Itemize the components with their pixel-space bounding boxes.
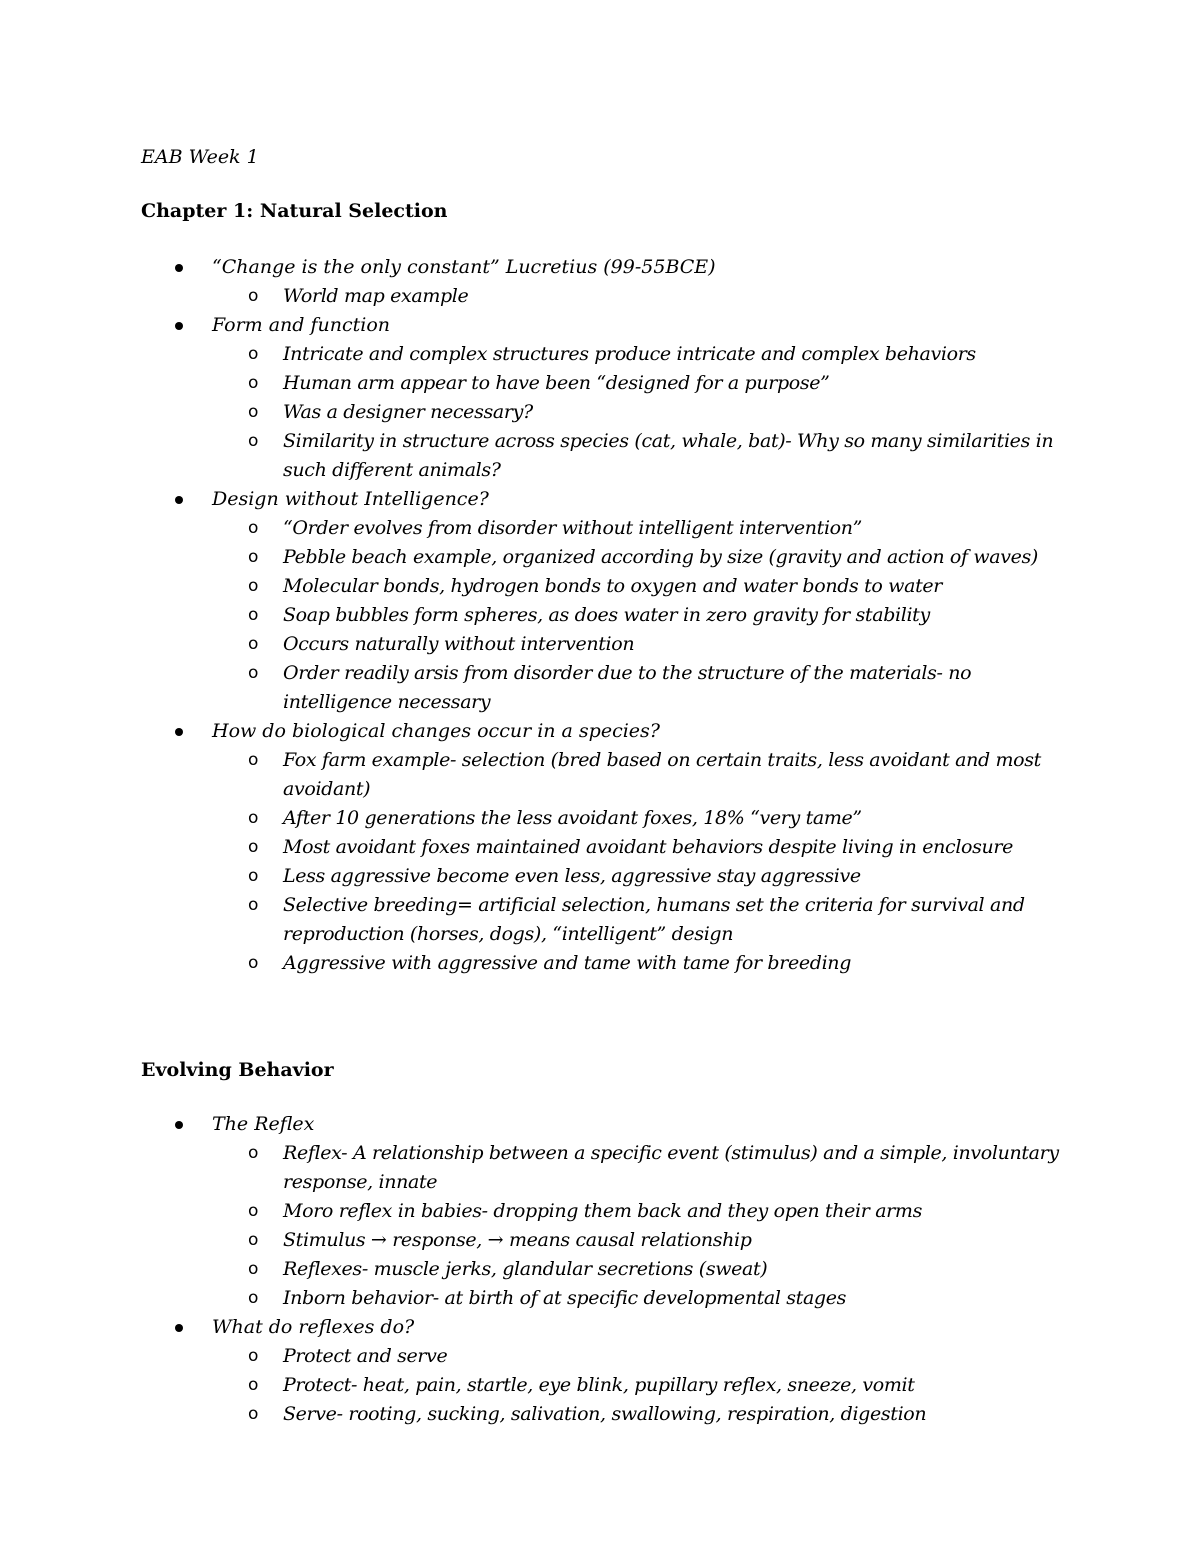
sub-list xyxy=(0,282,1200,311)
circle-bullet-icon: o xyxy=(248,663,259,683)
sub-item: o Reflex- A relationship between a specific event (stimulus) and a simple, involuntary response, innate xyxy=(0,1139,1200,1197)
circle-bullet-icon: o xyxy=(248,1288,259,1308)
circle-bullet-icon: o xyxy=(248,1230,259,1250)
sub-item: o Moro reflex in babies- dropping them back and they open their arms xyxy=(0,1197,1200,1226)
sub-list xyxy=(0,1139,1200,1313)
sub-item: o Stimulus → response, → means causal relationship xyxy=(0,1226,1200,1255)
sub-list xyxy=(0,514,1200,717)
circle-bullet-icon: o xyxy=(248,750,259,770)
circle-bullet-icon: o xyxy=(248,895,259,915)
circle-bullet-icon: o xyxy=(248,1259,259,1279)
sub-item: o Protect and serve xyxy=(0,1342,1200,1371)
bullet-text: Design without Intelligence? xyxy=(212,488,489,510)
bullet-item xyxy=(0,1313,1200,1429)
circle-bullet-icon: o xyxy=(248,402,259,422)
sub-item: o Occurs naturally without intervention xyxy=(0,630,1200,659)
sub-item: o Similarity in structure across species (cat, whale, bat)- Why so many similarities in such different animals? xyxy=(0,427,1200,485)
section-heading: Evolving Behavior xyxy=(141,1059,334,1081)
bullet-dot-icon xyxy=(175,264,183,272)
sub-item: o Molecular bonds, hydrogen bonds to oxygen and water bonds to water xyxy=(0,572,1200,601)
circle-bullet-icon: o xyxy=(248,1143,259,1163)
sub-item: o “Order evolves from disorder without intelligent intervention” xyxy=(0,514,1200,543)
sub-item: o Aggressive with aggressive and tame with tame for breeding xyxy=(0,949,1200,978)
sub-item: o Serve- rooting, sucking, salivation, swallowing, respiration, digestion xyxy=(0,1400,1200,1429)
bullet-item xyxy=(0,253,1200,311)
sub-list xyxy=(0,340,1200,485)
circle-bullet-icon: o xyxy=(248,344,259,364)
bullet-text: The Reflex xyxy=(212,1113,315,1135)
circle-bullet-icon: o xyxy=(248,1201,259,1221)
sub-item: o Pebble beach example, organized according by size (gravity and action of waves) xyxy=(0,543,1200,572)
bullet-dot-icon xyxy=(175,728,183,736)
sub-item: o Protect- heat, pain, startle, eye blink, pupillary reflex, sneeze, vomit xyxy=(0,1371,1200,1400)
bullet-list xyxy=(0,1110,1200,1429)
circle-bullet-icon: o xyxy=(248,431,259,451)
circle-bullet-icon: o xyxy=(248,1404,259,1424)
bullet-text: “Change is the only constant” Lucretius (99-55BCE) xyxy=(212,256,716,278)
circle-bullet-icon: o xyxy=(248,373,259,393)
bullet-item xyxy=(0,1110,1200,1313)
circle-bullet-icon: o xyxy=(248,953,259,973)
bullet-list xyxy=(0,253,1200,978)
bullet-text: What do reflexes do? xyxy=(212,1316,415,1338)
sub-item: o Human arm appear to have been “designed for a purpose” xyxy=(0,369,1200,398)
sub-item: o World map example xyxy=(0,282,1200,311)
sub-item: o Less aggressive become even less, aggressive stay aggressive xyxy=(0,862,1200,891)
sub-item: o Reflexes- muscle jerks, glandular secretions (sweat) xyxy=(0,1255,1200,1284)
circle-bullet-icon: o xyxy=(248,837,259,857)
circle-bullet-icon: o xyxy=(248,1375,259,1395)
sub-list xyxy=(0,746,1200,978)
bullet-item xyxy=(0,717,1200,978)
sub-item: o Fox farm example- selection (bred based on certain traits, less avoidant and most avoidant) xyxy=(0,746,1200,804)
bullet-dot-icon xyxy=(175,322,183,330)
bullet-text: How do biological changes occur in a species? xyxy=(212,720,660,742)
sub-item: o Was a designer necessary? xyxy=(0,398,1200,427)
sub-item: o Inborn behavior- at birth of at specific developmental stages xyxy=(0,1284,1200,1313)
circle-bullet-icon: o xyxy=(248,518,259,538)
circle-bullet-icon: o xyxy=(248,605,259,625)
sub-item: o Selective breeding= artificial selection, humans set the criteria for survival and reproduction (horses, dogs), “intelligent” design xyxy=(0,891,1200,949)
bullet-item xyxy=(0,485,1200,717)
sub-item: o Order readily arsis from disorder due to the structure of the materials- no intelligence necessary xyxy=(0,659,1200,717)
circle-bullet-icon: o xyxy=(248,576,259,596)
circle-bullet-icon: o xyxy=(248,286,259,306)
bullet-dot-icon xyxy=(175,496,183,504)
circle-bullet-icon: o xyxy=(248,808,259,828)
bullet-item xyxy=(0,311,1200,485)
sub-item: o Intricate and complex structures produce intricate and complex behaviors xyxy=(0,340,1200,369)
bullet-dot-icon xyxy=(175,1324,183,1332)
sub-item: o Soap bubbles form spheres, as does water in zero gravity for stability xyxy=(0,601,1200,630)
document-title: EAB Week 1 xyxy=(141,146,259,168)
sub-item: o Most avoidant foxes maintained avoidant behaviors despite living in enclosure xyxy=(0,833,1200,862)
bullet-dot-icon xyxy=(175,1121,183,1129)
circle-bullet-icon: o xyxy=(248,634,259,654)
bullet-text: Form and function xyxy=(212,314,391,336)
circle-bullet-icon: o xyxy=(248,866,259,886)
section-heading: Chapter 1: Natural Selection xyxy=(141,200,448,222)
sub-item: o After 10 generations the less avoidant foxes, 18% “very tame” xyxy=(0,804,1200,833)
circle-bullet-icon: o xyxy=(248,1346,259,1366)
sub-list xyxy=(0,1342,1200,1429)
circle-bullet-icon: o xyxy=(248,547,259,567)
